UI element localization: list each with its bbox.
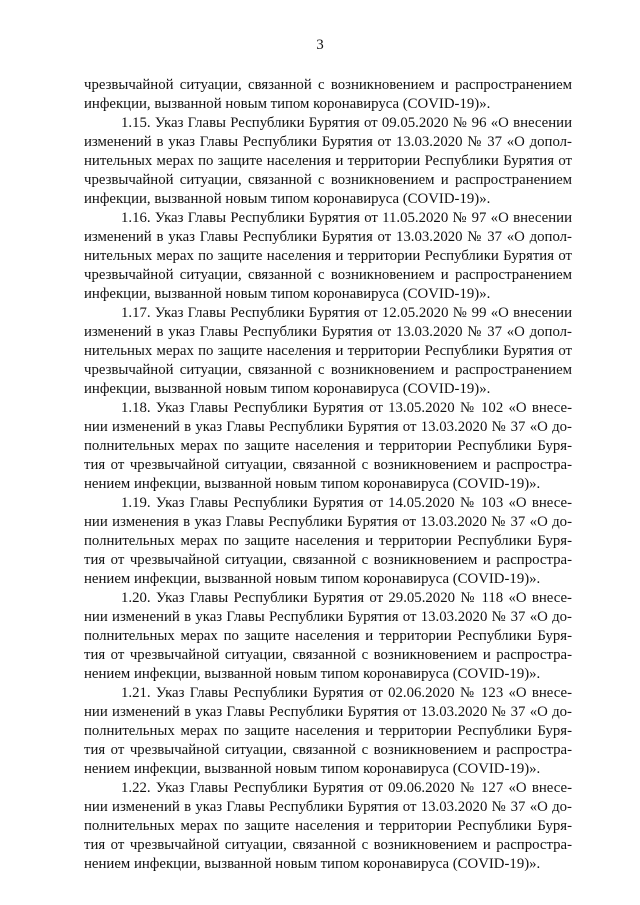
text-line: тия от чрезвычайной ситуации, связанной с возникновением и распростра- xyxy=(84,837,572,853)
text-line: нии изменений в указ Главы Республики Бурятия от 13.03.2020 № 37 «О до- xyxy=(84,609,572,625)
text-line: нии изменений в указ Главы Республики Бурятия от 13.03.2020 № 37 «О до- xyxy=(84,799,572,815)
text-line: нением инфекции, вызванной новым типом коронавируса (COVID-19)». xyxy=(84,666,541,682)
text-line: тия от чрезвычайной ситуации, связанной с возникновением и распростра- xyxy=(84,457,572,473)
text-line: инфекции, вызванной новым типом коронавируса (COVID-19)». xyxy=(84,191,491,207)
text-line: изменений в указ Главы Республики Бурятия от 13.03.2020 № 37 «О допол- xyxy=(84,324,572,340)
text-line: нением инфекции, вызванной новым типом коронавируса (COVID-19)». xyxy=(84,571,541,587)
text-line: тия от чрезвычайной ситуации, связанной с возникновением и распростра- xyxy=(84,552,572,568)
paragraph-item-1-17 xyxy=(84,304,572,399)
text-line: 1.19. Указ Главы Республики Бурятия от 14.05.2020 № 103 «О внесе- xyxy=(121,495,572,511)
text-line: 1.17. Указ Главы Республики Бурятия от 12.05.2020 № 99 «О внесении xyxy=(121,305,572,321)
paragraph-item-1-22 xyxy=(84,779,572,874)
paragraph-item-1-19 xyxy=(84,494,572,589)
paragraph-item-1-21 xyxy=(84,684,572,779)
text-line: чрезвычайной ситуации, связанной с возникновением и распространением xyxy=(84,172,572,188)
text-line: полнительных мерах по защите населения и территории Республики Буря- xyxy=(84,818,572,834)
text-line: тия от чрезвычайной ситуации, связанной с возникновением и распростра- xyxy=(84,647,572,663)
text-line: нительных мерах по защите населения и территории Республики Бурятия от xyxy=(84,343,572,359)
text-line: 1.16. Указ Главы Республики Бурятия от 11.05.2020 № 97 «О внесении xyxy=(121,210,572,226)
paragraph-continuation xyxy=(84,76,572,114)
text-line: инфекции, вызванной новым типом коронавируса (COVID-19)». xyxy=(84,286,491,302)
text-line: 1.18. Указ Главы Республики Бурятия от 13.05.2020 № 102 «О внесе- xyxy=(121,400,572,416)
text-line: инфекции, вызванной новым типом коронавируса (COVID-19)». xyxy=(84,381,491,397)
text-line: 1.20. Указ Главы Республики Бурятия от 29.05.2020 № 118 «О внесе- xyxy=(121,590,572,606)
text-line: нительных мерах по защите населения и территории Республики Бурятия от xyxy=(84,153,572,169)
document-body xyxy=(84,76,572,874)
paragraph-item-1-20 xyxy=(84,589,572,684)
text-line: нением инфекции, вызванной новым типом коронавируса (COVID-19)». xyxy=(84,761,541,777)
text-line: нением инфекции, вызванной новым типом коронавируса (COVID-19)». xyxy=(84,476,541,492)
text-line: полнительных мерах по защите населения и территории Республики Буря- xyxy=(84,438,572,454)
text-line: полнительных мерах по защите населения и территории Республики Буря- xyxy=(84,533,572,549)
text-line: тия от чрезвычайной ситуации, связанной с возникновением и распростра- xyxy=(84,742,572,758)
text-line: чрезвычайной ситуации, связанной с возникновением и распространением xyxy=(84,77,572,93)
text-line: 1.21. Указ Главы Республики Бурятия от 02.06.2020 № 123 «О внесе- xyxy=(121,685,572,701)
text-line: нением инфекции, вызванной новым типом коронавируса (COVID-19)». xyxy=(84,856,541,872)
text-line: полнительных мерах по защите населения и территории Республики Буря- xyxy=(84,628,572,644)
text-line: нительных мерах по защите населения и территории Республики Бурятия от xyxy=(84,248,572,264)
text-line: полнительных мерах по защите населения и территории Республики Буря- xyxy=(84,723,572,739)
page-number: 3 xyxy=(316,37,324,53)
text-line: изменений в указ Главы Республики Бурятия от 13.03.2020 № 37 «О допол- xyxy=(84,229,572,245)
text-line: нии изменений в указ Главы Республики Бурятия от 13.03.2020 № 37 «О до- xyxy=(84,704,572,720)
text-line: нии изменений в указ Главы Республики Бурятия от 13.03.2020 № 37 «О до- xyxy=(84,419,572,435)
text-line: чрезвычайной ситуации, связанной с возникновением и распространением xyxy=(84,267,572,283)
text-line: изменений в указ Главы Республики Бурятия от 13.03.2020 № 37 «О допол- xyxy=(84,134,572,150)
text-line: 1.15. Указ Главы Республики Бурятия от 09.05.2020 № 96 «О внесении xyxy=(121,115,572,131)
paragraph-item-1-18 xyxy=(84,399,572,494)
paragraph-item-1-15 xyxy=(84,114,572,209)
text-line: инфекции, вызванной новым типом коронавируса (COVID-19)». xyxy=(84,96,491,112)
paragraph-item-1-16 xyxy=(84,209,572,304)
text-line: чрезвычайной ситуации, связанной с возникновением и распространением xyxy=(84,362,572,378)
text-line: 1.22. Указ Главы Республики Бурятия от 09.06.2020 № 127 «О внесе- xyxy=(121,780,572,796)
text-line: нии изменения в указ Главы Республики Бурятия от 13.03.2020 № 37 «О до- xyxy=(84,514,572,530)
